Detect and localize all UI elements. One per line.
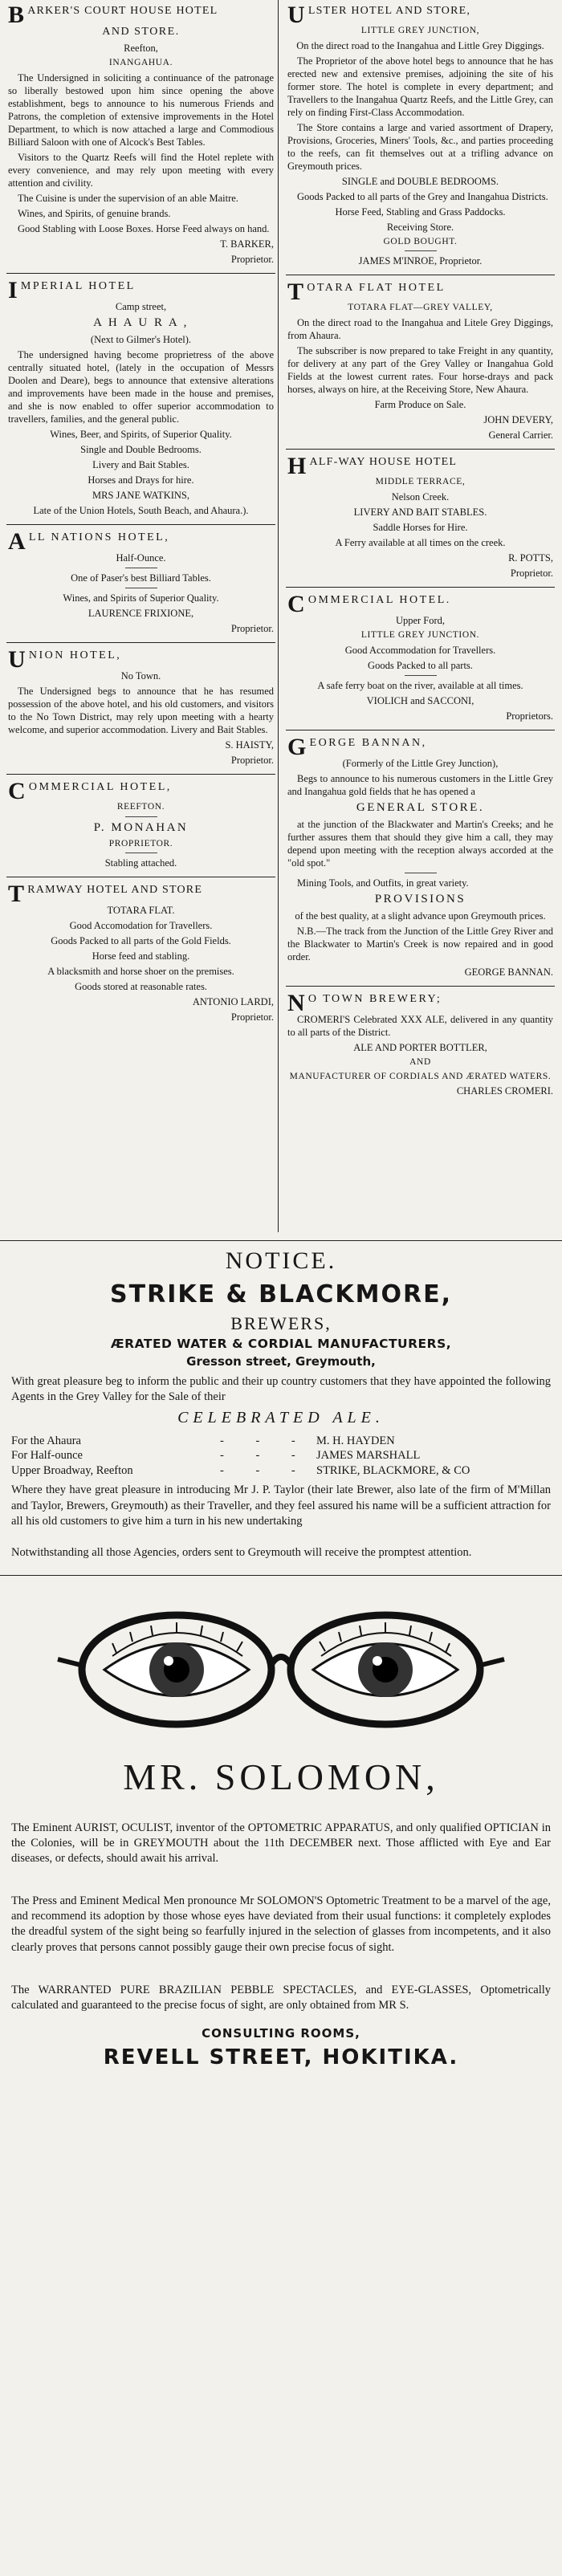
solomon-address: REVELL STREET, HOKITIKA.	[103, 2045, 459, 2070]
ad-proprietor-role: Proprietor.	[230, 1011, 274, 1023]
ad-title: TRAMWAY HOTEL AND STORE	[8, 881, 203, 908]
ad-line: of the best quality, at a slight advance upon Greymouth prices.	[295, 910, 546, 922]
spacer	[0, 1955, 562, 1983]
spacer	[0, 1529, 562, 1545]
solomon-spectacles: The WARRANTED PURE BRAZILIAN PEBBLE SPECTACLES, and EYE-GLASSES, Optometrically calculated and guaranteed to the precise focus of sight, are only obtained from MR S.	[11, 1983, 551, 2012]
ad-line: A safe ferry boat on the river, available at all times.	[317, 679, 523, 691]
ad-line: SINGLE and DOUBLE BEDROOMS.	[341, 175, 499, 187]
ad-body: Visitors to the Quartz Reefs will find the Hotel replete with every convenience, and may rely upon meeting with every attention and civility.	[8, 151, 274, 189]
agent-dashes: - - -	[220, 1463, 310, 1477]
solomon-press: The Press and Eminent Medical Men pronounce Mr SOLOMON'S Optometric Treatment to be a marvel of the age, and recommend its adoption by those whose eyes have deviated from their usual functions: it completely explodes the dreadful system of the sight being so fearfully injured in the selection of glasses from incompetents, and it also clearly proves that persons cannot possibly gauge their own precise focus of sight.	[11, 1894, 551, 1954]
agent-place: For Half-ounce	[11, 1449, 83, 1463]
agent-row	[11, 1463, 551, 1479]
notice-title: NOTICE.	[225, 1247, 337, 1274]
ad-body: The Store contains a large and varied assortment of Drapery, Provisions, Groceries, Miners' Tools, &c., and parties proceeding to the reefs, can fit themselves out at a trifling advance on Greymouth prices.	[287, 121, 553, 172]
ad-line: Horses and Drays for hire.	[88, 474, 194, 486]
ad-proprietor-name: LAURENCE FRIXIONE,	[88, 607, 194, 619]
ad-title: HALF-WAY HOUSE HOTEL	[287, 453, 458, 480]
agent-row	[11, 1434, 551, 1449]
ad-body: The undersigned having become proprietress of the above centrally situated hotel, (lately in the occupation of Messrs Doolen and Deare), begs to announce that extensive alterations and improvements have been made in the house and premises, and she is now enabled to offer superior accommodation to travellers, families, and the general public.	[8, 348, 274, 425]
ad-body: The Proprietor of the above hotel begs to announce that he has erected new and extensive premises, adjoining the site of his former store. The hotel is complete in every department; and Travellers to the Inangahua Quartz Reefs, and the Little Grey, can rely on finding First-Class Accommodation.	[287, 55, 553, 118]
ad-note: (Next to Gilmer's Hotel).	[90, 333, 192, 345]
ad-line: Receiving Store.	[386, 221, 454, 233]
ad-sub: (Formerly of the Little Grey Junction),	[342, 757, 499, 769]
ad-proprietor-name: MRS JANE WATKINS,	[92, 489, 189, 501]
ad-body: N.B.—The track from the Junction of the Little Grey River and the Blackwater to Martin's Creek is now repaired and in good order.	[287, 925, 553, 962]
agent-dashes: - - -	[220, 1449, 310, 1463]
right-lens-icon	[291, 1615, 480, 1724]
ad-place: TOTARA FLAT—GREY VALLEY,	[348, 303, 493, 313]
ad-proprietor-name: GEORGE BANNAN.	[464, 966, 553, 978]
section-rule	[0, 1240, 562, 1241]
right-column	[286, 2, 555, 1108]
ad-line: MANUFACTURER OF CORDIALS AND ÆRATED WATERS.	[289, 1071, 552, 1081]
ad-title: GEORGE BANNAN,	[287, 733, 427, 760]
agent-place: Upper Broadway, Reefton	[11, 1463, 133, 1477]
half-way-house-hotel-ad	[286, 453, 555, 588]
ad-line: One of Paser's best Billiard Tables.	[71, 572, 211, 584]
ad-line: Saddle Horses for Hire.	[373, 521, 468, 533]
ad-line: A blacksmith and horse shoer on the premises.	[47, 966, 234, 978]
ad-place: LITTLE GREY JUNCTION,	[360, 26, 480, 35]
agent-name: JAMES MARSHALL	[316, 1449, 421, 1463]
ad-line: GOLD BOUGHT.	[383, 236, 458, 246]
ad-body: The Cuisine is under the supervision of an able Maitre.	[18, 192, 238, 204]
ad-line: Wines, and Spirits of Superior Quality.	[63, 592, 219, 604]
ad-body: at the junction of the Blackwater and Martin's Creeks; and he further assures them that should they give him a call, they may depend upon meeting with the reception always accorded at the "old spot."	[287, 818, 553, 869]
george-bannan-ad	[286, 734, 555, 987]
separator	[125, 816, 157, 817]
ad-proprietor-name: JAMES M'INROE, Proprietor.	[358, 255, 483, 267]
ad-town: A H A U R A ,	[93, 315, 189, 329]
section-rule	[0, 1575, 562, 1576]
ad-proprietor-name: R. POTTS,	[508, 551, 553, 564]
spectacles-eyes-illustration	[56, 1593, 506, 1746]
ad-title: COMMERCIAL HOTEL,	[8, 777, 172, 804]
separator	[405, 675, 437, 676]
ad-place: INANGAHUA.	[108, 57, 173, 67]
solomon-advert	[0, 1593, 562, 2071]
ad-title: BARKER'S COURT HOUSE HOTEL	[8, 2, 218, 28]
ad-body: The Undersigned begs to announce that he has resumed possession of the above hotel, and his old customers, and visitors to the No Town District, may rely upon meeting with a hearty welcome, and superior accommodation. Livery and Bait Stables.	[8, 685, 274, 735]
ad-line: Stabling attached.	[104, 857, 177, 869]
commercial-hotel-upper-ford-ad	[286, 591, 555, 730]
ad-proprietor-name: T. BARKER,	[220, 238, 274, 250]
ad-place: Upper Ford,	[395, 614, 446, 626]
notice-body: Where they have great pleasure in introducing Mr J. P. Taylor (their late Brewer, also late of the firm of M'Millan and Taylor, Brewers, Greymouth) as their Traveller, and they feel assured his name will be a sufficient attraction for all his old customers to give him a turn in his new undertaking	[11, 1483, 551, 1528]
notice-body: Notwithstanding all those Agencies, orders sent to Greymouth will receive the promptest attention.	[11, 1545, 472, 1559]
tramway-hotel-ad	[6, 881, 275, 1031]
union-hotel-ad	[6, 646, 275, 775]
ad-body: The Undersigned in soliciting a continuance of the patronage so liberally bestowed upon him since opening the above establishment, begs to announce to his numerous Friends and Patrons, the completion of extensive improvements in the Hotel Department, to which is now attached a large and Commodious Billiard Saloon with one of Alcock's Best Tables.	[8, 71, 274, 148]
solomon-intro: The Eminent AURIST, OCULIST, inventor of the OPTOMETRIC APPARATUS, and only qualified OPTICIAN in the Colonies, will be in GREYMOUTH about the 11th DECEMBER next. Those afflicted with Eye and Ear diseases, or defects, should await his arrival.	[11, 1821, 551, 1866]
totara-flat-hotel-ad	[286, 279, 555, 450]
ad-title: IMPERIAL HOTEL	[8, 276, 136, 303]
consulting-rooms: CONSULTING ROOMS,	[202, 2025, 360, 2041]
ad-title: TOTARA FLAT HOTEL	[287, 279, 446, 306]
ad-line: Farm Produce on Sale.	[374, 399, 466, 411]
ad-line: Goods stored at reasonable rates.	[75, 981, 207, 993]
ad-proprietor-name: P. MONAHAN	[93, 820, 189, 834]
strike-blackmore-notice	[0, 1246, 562, 1561]
ad-line: ALE AND PORTER BOTTLER,	[353, 1041, 487, 1053]
all-nations-hotel-ad	[6, 528, 275, 643]
firm-name: STRIKE & BLACKMORE,	[110, 1280, 452, 1309]
ad-line: Goods Packed to all parts of the Gold Fields.	[51, 935, 231, 947]
ad-place: TOTARA FLAT.	[107, 905, 175, 917]
ad-title: COMMERCIAL HOTEL.	[287, 590, 451, 617]
agent-place: For the Ahaura	[11, 1434, 81, 1447]
ad-line: Livery and Bait Stables.	[92, 458, 189, 470]
ad-sub: On the direct road to the Inangahua and Little Grey Diggings.	[296, 39, 544, 51]
ad-place: Half-Ounce.	[116, 551, 166, 564]
ad-note: Late of the Union Hotels, South Beach, and Ahaura.).	[33, 504, 249, 516]
ad-heading: PROVISIONS	[374, 892, 466, 905]
spacer	[0, 1866, 562, 1894]
ad-proprietor-name: ANTONIO LARDI,	[192, 996, 274, 1008]
ad-line: Horse Feed, Stabling and Grass Paddocks.	[335, 206, 506, 218]
agent-dashes: - - -	[220, 1434, 310, 1447]
ad-title: N O TOWN BREWERY;	[287, 989, 442, 1016]
ad-body: CROMERI'S Celebrated XXX ALE, delivered in any quantity to all parts of the District.	[287, 1013, 553, 1038]
bridge-icon	[271, 1657, 291, 1664]
ad-place: No Town.	[120, 669, 161, 682]
ad-place: MIDDLE TERRACE,	[375, 477, 466, 487]
ad-line: LIVERY AND BAIT STABLES.	[353, 506, 487, 518]
commercial-hotel-reefton-ad	[6, 778, 275, 878]
advert-columns	[0, 0, 562, 1236]
ad-street: Camp street,	[115, 300, 167, 312]
ad-body: The subscriber is now prepared to take Freight in any quantity, for delivery at any part of the Grey Valley or Inangahua Gold Fields at the lowest current rates. Four horse-drays and pack horses, always on hire, at the Receiving Store, New Ahaura.	[287, 345, 553, 396]
ad-proprietor-role: Proprietor.	[230, 622, 274, 634]
no-town-brewery-ad	[286, 990, 555, 1105]
ad-body: Mining Tools, and Outfits, in great variety.	[297, 877, 469, 889]
ad-title: ULSTER HOTEL AND STORE,	[287, 2, 471, 28]
ad-proprietor-name: S. HAISTY,	[225, 739, 274, 751]
ad-line: A Ferry available at all times on the creek.	[335, 536, 506, 548]
ad-heading: GENERAL STORE.	[356, 800, 485, 814]
left-lens-icon	[82, 1615, 271, 1724]
ad-place: Reefton,	[124, 42, 158, 54]
full-width-adverts	[0, 1240, 562, 2071]
ad-line: Single and Double Bedrooms.	[80, 443, 202, 455]
notice-intro: With great pleasure beg to inform the public and their up country customers that they have appointed the following Agents in the Grey Valley for the Sale of their	[11, 1374, 551, 1404]
column-rule	[278, 0, 279, 1232]
agent-row	[11, 1448, 551, 1463]
ad-proprietor-role: Proprietor.	[230, 754, 274, 766]
ad-body: Wines, and Spirits, of genuine brands.	[18, 207, 171, 219]
barkers-hotel-ad	[6, 2, 275, 274]
ad-place: Nelson Creek.	[391, 490, 450, 503]
firm-manufacturers: ÆRATED WATER & CORDIAL MANUFACTURERS,	[110, 1336, 452, 1351]
ad-proprietor-role: Proprietors.	[506, 710, 553, 722]
agent-name: M. H. HAYDEN	[316, 1434, 395, 1447]
ad-line: Good Accomodation for Travellers.	[69, 920, 213, 932]
ad-proprietor-role: PROPRIETOR.	[108, 838, 173, 848]
ad-line: Horse feed and stabling.	[92, 950, 190, 962]
ad-proprietor-role: Proprietor.	[510, 567, 553, 579]
ad-proprietor-name: CHARLES CROMERI.	[456, 1085, 553, 1097]
ulster-hotel-ad	[286, 2, 555, 275]
ad-sub: On the direct road to the Inangahua and Litele Grey Diggings, from Ahaura.	[287, 317, 553, 342]
ad-title: ALL NATIONS HOTEL,	[8, 527, 170, 555]
ad-proprietor-role: General Carrier.	[488, 429, 553, 442]
ad-place: REEFTON.	[116, 801, 165, 812]
ad-line: Wines, Beer, and Spirits, of Superior Quality.	[50, 428, 232, 440]
ad-title-line2: AND STORE.	[102, 26, 180, 38]
ad-title: UNION HOTEL,	[8, 645, 122, 673]
firm-address: Gresson street, Greymouth,	[186, 1353, 376, 1369]
ad-body: Begs to announce to his numerous customers in the Little Grey and Inangahua gold fields that he has opened a	[287, 772, 553, 797]
imperial-hotel-ad	[6, 277, 275, 525]
ad-proprietor-name: JOHN DEVERY,	[483, 414, 553, 426]
agent-name: STRIKE, BLACKMORE, & CO	[316, 1463, 470, 1477]
firm-trade: BREWERS,	[230, 1312, 332, 1333]
ad-body: Goods Packed to all parts of the Grey and Inangahua Districts.	[297, 190, 548, 202]
ad-proprietor-name: VIOLICH and SACCONI,	[366, 694, 474, 706]
left-column	[6, 2, 275, 1034]
ad-line: Good Accommodation for Travellers.	[344, 644, 496, 656]
ad-line: AND	[409, 1056, 431, 1067]
celebrated-ale: CELEBRATED ALE.	[177, 1409, 385, 1427]
ad-proprietor-role: Proprietor.	[230, 253, 274, 265]
solomon-name: MR. SOLOMON,	[123, 1756, 439, 1797]
separator	[405, 250, 437, 251]
agent-list	[11, 1434, 551, 1479]
ad-line: Goods Packed to all parts.	[368, 659, 473, 671]
ad-place: LITTLE GREY JUNCTION.	[360, 629, 480, 640]
ad-body: Good Stabling with Loose Boxes. Horse Feed always on hand.	[18, 222, 270, 234]
